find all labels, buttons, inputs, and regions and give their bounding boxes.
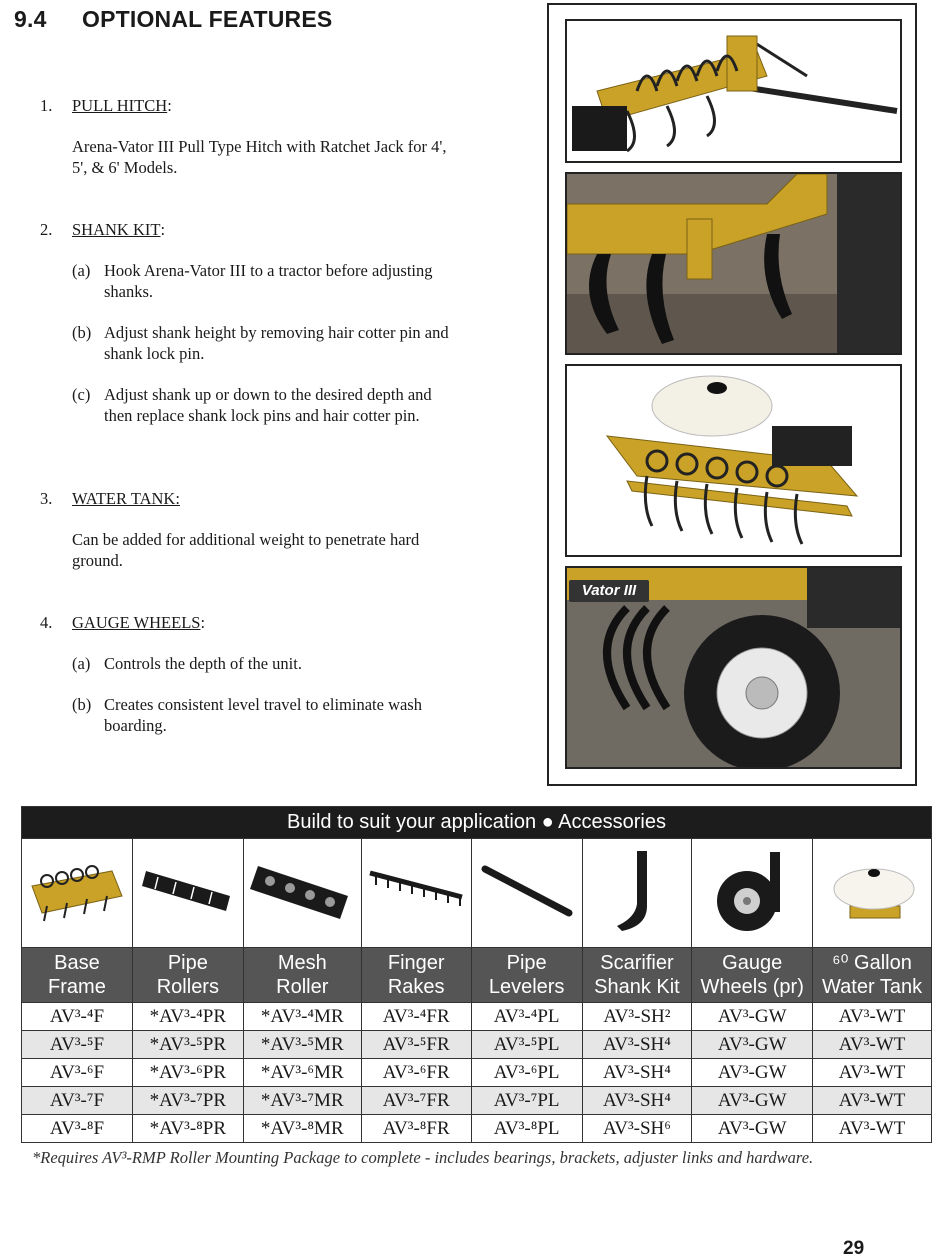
table-cell: *AV³-⁷PR [132,1087,243,1115]
sub-item [72,653,510,674]
table-cell: AV³-WT [813,1087,932,1115]
mesh-roller-image [243,839,361,948]
shank-kit-photo [565,172,902,355]
feature-title: GAUGE WHEELS [72,613,201,632]
table-cell: AV³-⁷F [22,1087,133,1115]
table-cell: *AV³-⁴PR [132,1003,243,1031]
sub-text: Hook Arena-Vator III to a tractor before adjusting shanks. [104,261,433,301]
table-cell: AV³-WT [813,1059,932,1087]
column-header: Pipe Levelers [471,948,582,1003]
table-cell: AV³-GW [692,1031,813,1059]
vator-logo: Vator III [569,580,649,602]
table-cell: *AV³-⁵MR [243,1031,361,1059]
accessories-table [21,806,932,1143]
gauge-wheel-photo [565,566,902,769]
table-cell: *AV³-⁵PR [132,1031,243,1059]
table-row [22,1059,932,1087]
pipe-rollers-image [132,839,243,948]
column-header: Gauge Wheels (pr) [692,948,813,1003]
table-cell: AV³-⁶F [22,1059,133,1087]
feature-number: 4. [40,613,53,632]
water-tank-photo [565,364,902,557]
sub-text: Adjust shank up or down to the desired depth and then replace shank lock pins and hair cotter pin. [104,385,432,425]
table-cell: AV³-⁴F [22,1003,133,1031]
table-cell: AV³-GW [692,1087,813,1115]
sub-item [72,694,510,736]
photo-column [547,3,917,786]
feature-title: SHANK KIT [72,220,161,239]
sub-text: Creates consistent level travel to eliminate wash boarding. [104,695,422,735]
sub-letter: (c) [72,385,91,404]
page-number: 29 [843,1238,865,1259]
sub-text: Adjust shank height by removing hair cotter pin and shank lock pin. [104,323,449,363]
scarifier-shank-image [582,839,692,948]
column-header: Pipe Rollers [132,948,243,1003]
feature-shank-kit [40,219,510,426]
table-cell: AV³-SH⁴ [582,1031,692,1059]
table-cell: AV³-⁵PL [471,1031,582,1059]
section-number: 9.4 [14,6,47,32]
gauge-wheels-image [692,839,813,948]
table-cell: *AV³-⁸MR [243,1115,361,1143]
table-row [22,1115,932,1143]
feature-water-tank [40,488,510,571]
table-cell: *AV³-⁸PR [132,1115,243,1143]
finger-rakes-image [361,839,471,948]
table-cell: AV³-GW [692,1003,813,1031]
column-header: Base Frame [22,948,133,1003]
feature-number: 2. [40,220,53,239]
feature-number: 3. [40,489,53,508]
column-header: Mesh Roller [243,948,361,1003]
table-cell: *AV³-⁶MR [243,1059,361,1087]
feature-title: WATER TANK: [72,489,180,508]
table-row [22,1087,932,1115]
table-cell: AV³-WT [813,1003,932,1031]
table-cell: *AV³-⁷MR [243,1087,361,1115]
feature-title-suffix: : [200,613,206,632]
table-cell: AV³-WT [813,1031,932,1059]
table-cell: AV³-⁸FR [361,1115,471,1143]
table-cell: *AV³-⁶PR [132,1059,243,1087]
table-cell: AV³-SH⁴ [582,1087,692,1115]
table-cell: AV³-⁸F [22,1115,133,1143]
table-row [22,1003,932,1031]
feature-title-suffix: : [167,96,172,115]
pipe-levelers-image [471,839,582,948]
feature-gauge-wheels [40,612,510,736]
feature-title: PULL HITCH [72,96,168,115]
table-header-row [22,948,932,1003]
table-cell: AV³-⁸PL [471,1115,582,1143]
sub-item [72,260,510,302]
sub-text: Controls the depth of the unit. [104,654,302,673]
sub-item [72,322,510,364]
sub-letter: (a) [72,654,91,673]
sub-letter: (b) [72,695,92,714]
table-cell: AV³-⁷FR [361,1087,471,1115]
feature-description: Can be added for additional weight to penetrate hard ground. [72,530,420,570]
table-cell: AV³-⁵FR [361,1031,471,1059]
table-cell: *AV³-⁴MR [243,1003,361,1031]
feature-number: 1. [40,96,53,115]
accessories-banner: Build to suit your application ● Accessories [22,807,932,839]
water-tank-image [813,839,932,948]
table-cell: AV³-⁴PL [471,1003,582,1031]
table-cell: AV³-SH⁴ [582,1059,692,1087]
table-cell: AV³-SH² [582,1003,692,1031]
feature-pull-hitch [40,95,510,178]
pull-hitch-photo [565,19,902,163]
table-row [22,1031,932,1059]
table-cell: AV³-SH⁶ [582,1115,692,1143]
table-cell: AV³-WT [813,1115,932,1143]
sub-letter: (a) [72,261,91,280]
table-cell: AV³-⁵F [22,1031,133,1059]
column-header: ⁶⁰ Gallon Water Tank [813,948,932,1003]
feature-description: Arena-Vator III Pull Type Hitch with Ratchet Jack for 4', 5', & 6' Models. [72,137,447,177]
base-frame-image [22,839,133,948]
sub-letter: (b) [72,323,92,342]
sub-item [72,384,510,426]
table-cell: AV³-GW [692,1115,813,1143]
table-cell: AV³-⁶FR [361,1059,471,1087]
section-title: OPTIONAL FEATURES [82,6,333,32]
table-cell: AV³-⁷PL [471,1087,582,1115]
table-cell: AV³-⁶PL [471,1059,582,1087]
section-heading [14,6,332,33]
column-header: Scarifier Shank Kit [582,948,692,1003]
feature-title-suffix: : [160,220,166,239]
table-cell: AV³-⁴FR [361,1003,471,1031]
table-footnote: *Requires AV³-RMP Roller Mounting Package to complete - includes bearings, brackets, adjuster links and hardware. [32,1148,814,1167]
column-header: Finger Rakes [361,948,471,1003]
table-cell: AV³-GW [692,1059,813,1087]
